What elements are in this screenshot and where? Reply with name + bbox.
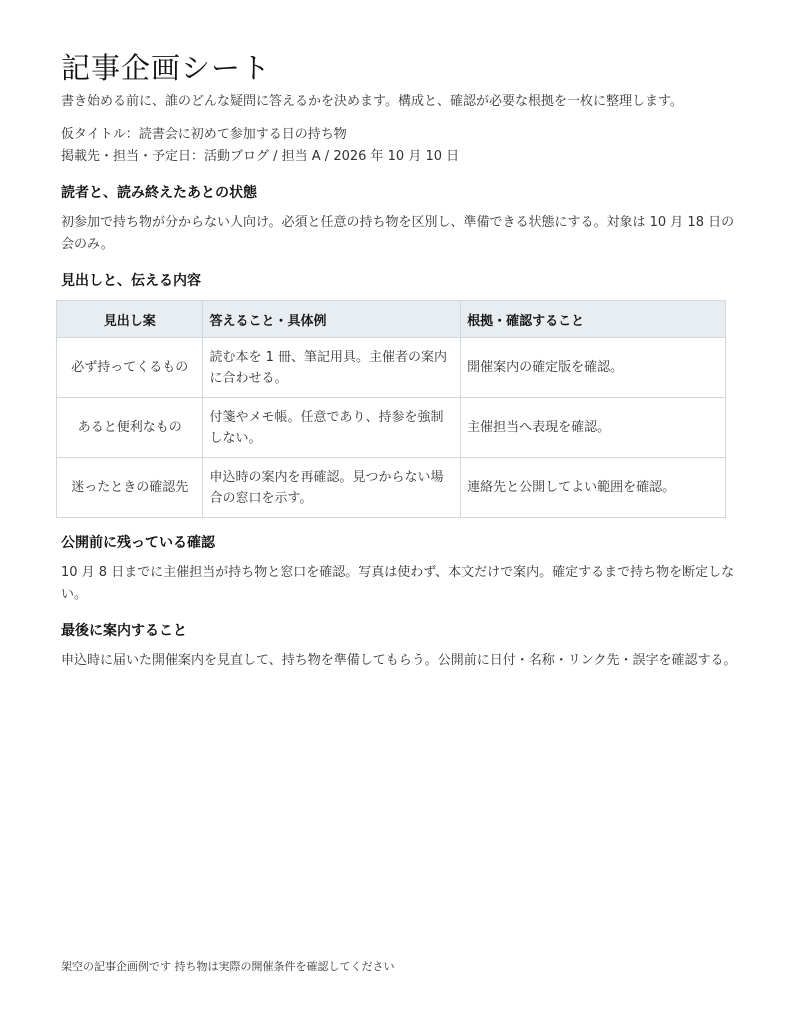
publication-info: 掲載先・担当・予定日：活動ブログ / 担当 A / 2026 年 10 月 10 日 [61, 149, 460, 164]
reader-body: 初参加で持ち物が分からない人向け。必須と任意の持ち物を区別し、準備できる状態にする。対象は 10 月 18 日の会のみ。 [61, 215, 735, 252]
row-basis-cell: 開催案内の確定版を確認。 [461, 338, 726, 398]
lead-text: 書き始める前に、誰のどんな疑問に答えるかを決めます。構成と、確認が必要な根拠を一枚に整理します。 [61, 94, 683, 109]
row-answer-cell: 付箋やメモ帳。任意であり、持参を強制しない。 [203, 398, 461, 458]
row-answer-cell: 申込時の案内を再確認。見つからない場合の窓口を示す。 [203, 458, 461, 518]
row-heading-cell: 必ず持ってくるもの [57, 338, 203, 398]
reader-heading: 読者と、読み終えたあとの状態 [61, 185, 257, 201]
closing-heading: 最後に案内すること [61, 623, 187, 639]
remaining-checks-heading: 公開前に残っている確認 [61, 535, 215, 551]
row-answer-cell: 読む本を 1 冊、筆記用具。主催者の案内に合わせる。 [203, 338, 461, 398]
row-heading-cell: あると便利なもの [57, 398, 203, 458]
outline-heading: 見出しと、伝える内容 [61, 273, 201, 289]
footer-note: 架空の記事企画例です 持ち物は実際の開催条件を確認してください [61, 960, 395, 973]
outline-section [61, 270, 741, 518]
meta-block [61, 124, 741, 168]
reader-section [61, 182, 741, 256]
closing-body: 申込時に届いた開催案内を見直して、持ち物を準備してもらう。公開前に日付・名称・リンク先・誤字を確認する。 [61, 653, 737, 668]
table-row [57, 338, 726, 398]
row-basis-cell: 主催担当へ表現を確認。 [461, 398, 726, 458]
closing-section [61, 620, 741, 672]
tentative-title: 仮タイトル：読書会に初めて参加する日の持ち物 [61, 127, 347, 142]
remaining-checks-section [61, 532, 741, 606]
table-header-row [57, 301, 726, 338]
column-header-answer: 答えること・具体例 [203, 301, 461, 338]
remaining-checks-body: 10 月 8 日までに主催担当が持ち物と窓口を確認。写真は使わず、本文だけで案内。確定するまで持ち物を断定しない。 [61, 565, 735, 602]
column-header-heading: 見出し案 [57, 301, 203, 338]
row-basis-cell: 連絡先と公開してよい範囲を確認。 [461, 458, 726, 518]
planning-sheet [61, 50, 741, 672]
page-title: 記事企画シート [61, 51, 272, 85]
outline-table [56, 300, 726, 518]
table-row [57, 458, 726, 518]
row-heading-cell: 迷ったときの確認先 [57, 458, 203, 518]
table-row [57, 398, 726, 458]
column-header-basis: 根拠・確認すること [461, 301, 726, 338]
